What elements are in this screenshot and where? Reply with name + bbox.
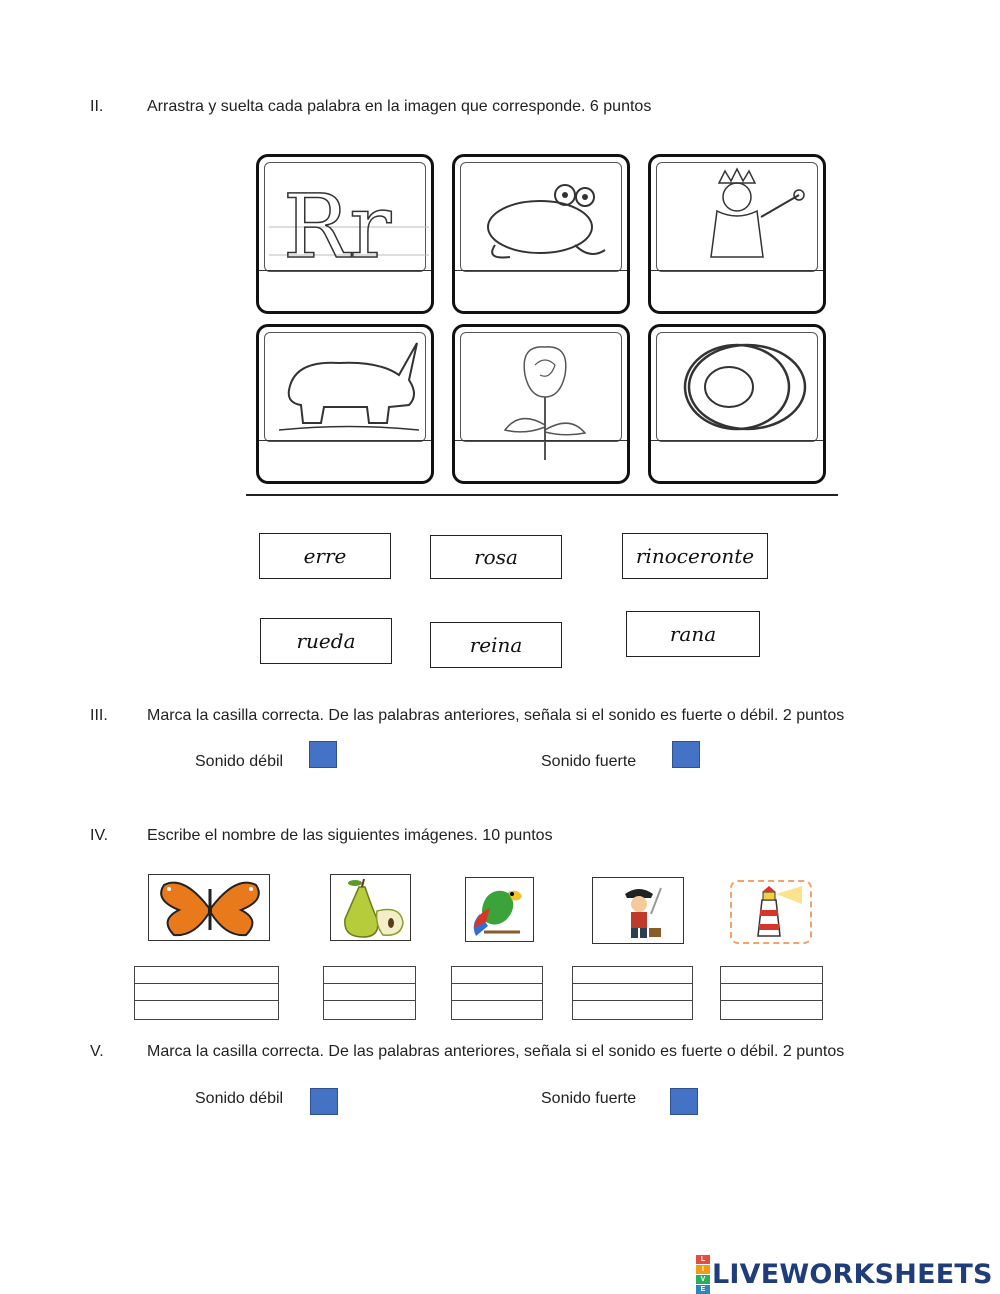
queen-frog-icon: [661, 165, 821, 265]
answer-lines-pirate[interactable]: [572, 966, 693, 1020]
logo-text: LIVEWORKSHEETS: [712, 1258, 993, 1290]
weak-sound-label: Sonido débil: [195, 753, 284, 770]
drop-card-rose[interactable]: [452, 324, 630, 484]
strong-sound-label-2: Sonido fuerte: [541, 1090, 637, 1107]
word-box-reina[interactable]: reina: [430, 622, 562, 668]
card-letter: Rr: [283, 175, 392, 265]
section-3-number: III.: [90, 707, 108, 724]
picture-butterfly: [148, 874, 270, 941]
picture-pear: [330, 874, 411, 941]
picture-grid: [246, 142, 838, 496]
section-2-instruction: Arrastra y suelta cada palabra en la imagen que corresponde. 6 puntos: [147, 98, 652, 115]
section-3-instruction: Marca la casilla correcta. De las palabras anteriores, señala si el sonido es fuerte o débil. 2 puntos: [147, 707, 845, 724]
word-box-rana[interactable]: rana: [626, 611, 760, 657]
section-5-number: V.: [90, 1043, 104, 1060]
strong-sound-checkbox-2[interactable]: [670, 1088, 698, 1115]
frog-icon: [465, 165, 625, 265]
weak-sound-label-2: Sonido débil: [195, 1090, 284, 1107]
word-box-rueda[interactable]: rueda: [260, 618, 392, 664]
drop-card-letter[interactable]: [256, 154, 434, 314]
drop-card-frog[interactable]: [452, 154, 630, 314]
wheel-icon: [661, 335, 821, 435]
drop-card-queen[interactable]: [648, 154, 826, 314]
section-4-instruction: Escribe el nombre de las siguientes imágenes. 10 puntos: [147, 827, 553, 844]
answer-lines-pear[interactable]: [323, 966, 416, 1020]
weak-sound-checkbox[interactable]: [309, 741, 337, 768]
weak-sound-checkbox-2[interactable]: [310, 1088, 338, 1115]
picture-parrot: [465, 877, 534, 942]
lighthouse-icon: [732, 882, 812, 944]
rhinoceros-icon: [269, 335, 429, 435]
strong-sound-label: Sonido fuerte: [541, 753, 637, 770]
picture-pirate: [592, 877, 684, 944]
drop-card-rhino[interactable]: [256, 324, 434, 484]
pear-icon: [331, 875, 411, 941]
rose-icon: [465, 335, 625, 465]
pirate-icon: [593, 878, 684, 944]
word-box-rinoceronte[interactable]: rinoceronte: [622, 533, 768, 579]
answer-lines-butterfly[interactable]: [134, 966, 279, 1020]
liveworksheets-logo: [696, 1254, 993, 1294]
answer-lines-lighthouse[interactable]: [720, 966, 823, 1020]
logo-blocks-icon: L I V E: [696, 1254, 710, 1294]
parrot-icon: [466, 878, 534, 942]
drop-card-wheel[interactable]: [648, 324, 826, 484]
section-4-number: IV.: [90, 827, 109, 844]
word-box-erre[interactable]: erre: [259, 533, 391, 579]
answer-lines-parrot[interactable]: [451, 966, 543, 1020]
word-box-rosa[interactable]: rosa: [430, 535, 562, 579]
butterfly-icon: [149, 875, 270, 941]
letter-rr-icon: [269, 165, 429, 265]
strong-sound-checkbox[interactable]: [672, 741, 700, 768]
picture-lighthouse: [730, 880, 812, 944]
section-2-number: II.: [90, 98, 104, 115]
section-5-instruction: Marca la casilla correcta. De las palabras anteriores, señala si el sonido es fuerte o débil. 2 puntos: [147, 1043, 845, 1060]
